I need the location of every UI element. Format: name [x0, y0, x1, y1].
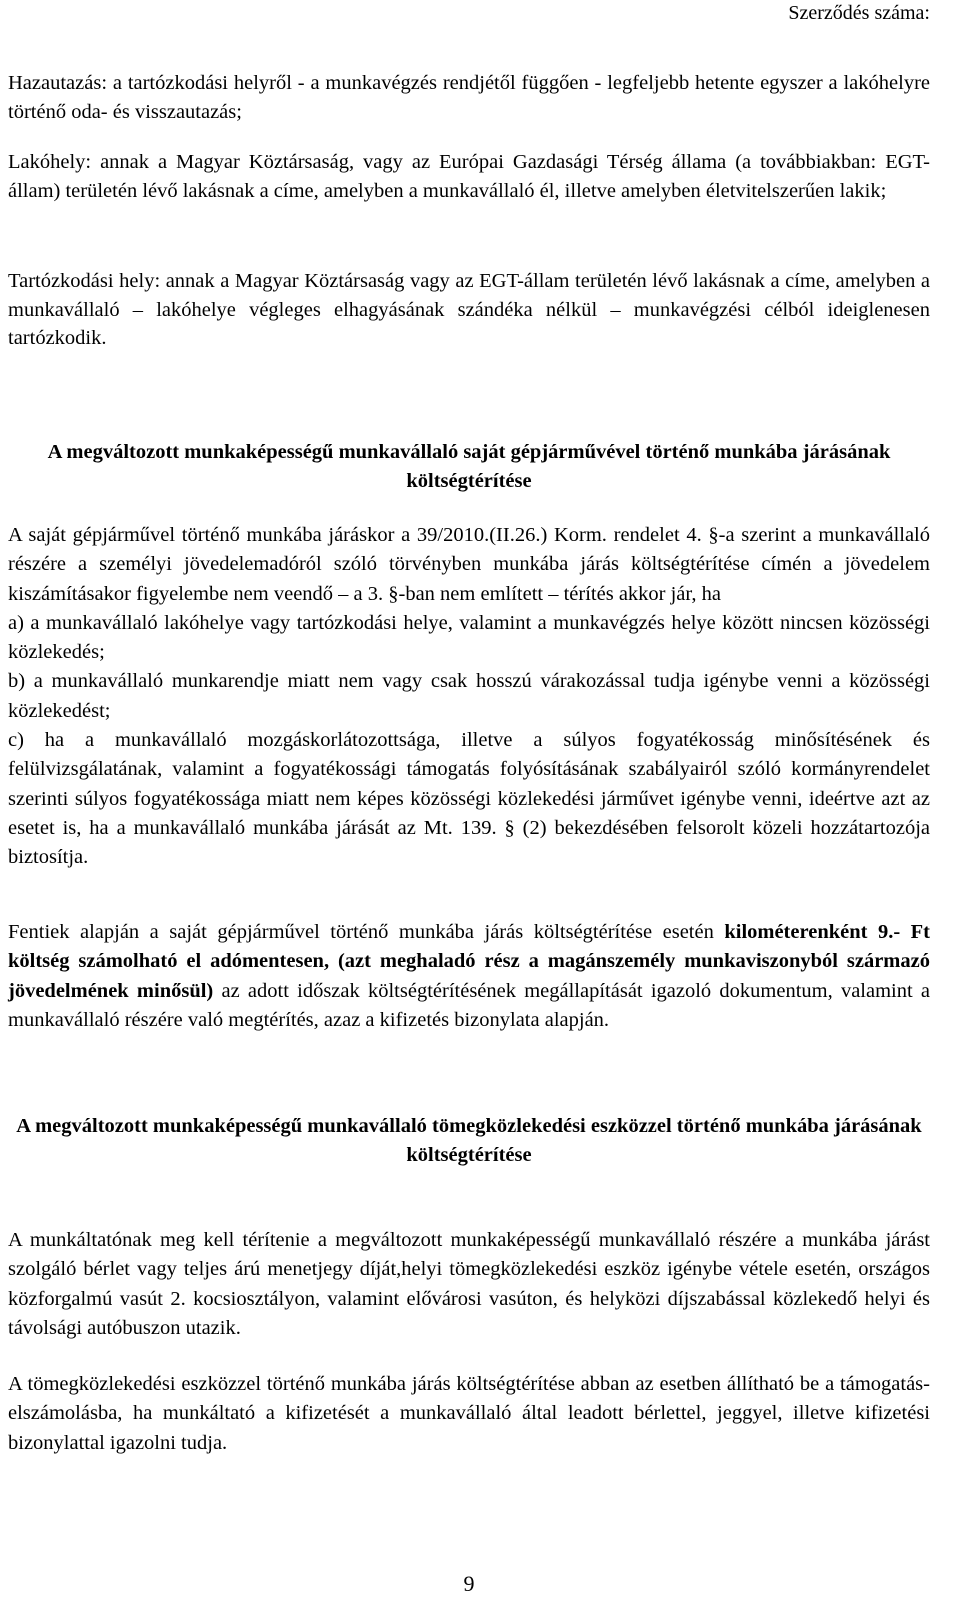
definition-tartozkodasi-hely: Tartózkodási hely: annak a Magyar Köztársaság vagy az EGT-állam területén lévő lakásnak a címe, amelyben a munkavállaló – lakóhelye végleges elhagyásának szándéka nélkül – munkavégzési célból ideiglenesen tartózkodik.: [8, 270, 930, 350]
definition-lakohely: Lakóhely: annak a Magyar Köztársaság, vagy az Európai Gazdasági Térség állama (a továbbiakban: EGT-állam) területén lévő lakásnak a címe, amelyben a munkavállaló él, illetve amelyben életvitelszerűen lakik;: [8, 151, 930, 202]
fee-text-post: az adott időszak költségtérítésének megállapítását igazoló dokumentum, valamint a munkavállaló részére való megtérítés, azaz a kifizetés bizonylata alapján.: [8, 979, 931, 1031]
definition-hazautazas: Hazautazás: a tartózkodási helyről - a munkavégzés rendjétől függően - legfeljebb hetente egyszer a lakóhelyre történő oda- és visszautazás;: [8, 72, 930, 123]
fee-text-bold: kilométerenként 9.- Ft költség számolható el adómentesen, (azt meghaladó rész a magánszemély munkaviszonyból származó jövedelmének minősül): [8, 921, 930, 1002]
page-number: 9: [463, 1571, 475, 1596]
section1-intro: A saját gépjárművel történő munkába járáskor a 39/2010.(II.26.) Korm. rendelet 4. §-a szerint a munkavállaló részére a személyi jövedelemadóról szóló törvényben munkába járás költségtérítése címén a jövedelem kiszámításakor figyelembe nem veendő – a 3. §-ban nem említett – térítés akkor jár, ha: [8, 524, 930, 605]
section1-heading: A megváltozott munkaképességű munkavállaló saját gépjárművével történő munkába járásának költségtérítése: [47, 441, 891, 492]
section1-item-c: c) ha a munkavállaló mozgáskorlátozottsága, illetve a súlyos fogyatékosság minősítésének és felülvizsgálatának, valamint a fogyatékossági támogatás folyósításának szabályairól szóló kormányrendelet szerinti súlyos fogyatékossága miatt nem képes közösségi közlekedési járművet igénybe venni, ideértve azt az esetet is, ha a munkavállaló munkába járását az Mt. 139. § (2) bekezdésében felsorolt közeli hozzátartozója biztosítja.: [8, 729, 930, 869]
section2-para2-wrap: [8, 1370, 930, 1458]
section1-item-a: a) a munkavállaló lakóhelye vagy tartózkodási helye, valamint a munkavégzés helye között nincsen közösségi közlekedés;: [8, 611, 930, 664]
section2-para2: A tömegközlekedési eszközzel történő munkába járás költségtérítése abban az esetben állítható be a támogatás-elszámolásba, ha munkáltató a kifizetését a munkavállaló által leadott bérlettel, jeggyel, illetve kifizetési bizonylattal igazolni tudja.: [8, 1373, 930, 1454]
section2-para1-wrap: [8, 1226, 930, 1343]
section2-para1: A munkáltatónak meg kell térítenie a megváltozott munkaképességű munkavállaló részére a munkába járást szolgáló bérlet vagy teljes árú menetjegy díját,helyi tömegközlekedési eszköz igénybe vétele esetén, országos közforgalmú vasút 2. kocsiosztályon, valamint elővárosi vasúton, és helyközi díjszabással közlekedő helyi és távolsági autóbuszon utazik.: [8, 1229, 930, 1339]
section2-heading: A megváltozott munkaképességű munkavállaló tömegközlekedési eszközzel történő munkába járásának költségtérítése: [16, 1115, 922, 1166]
contract-number-label: Szerződés száma:: [788, 2, 930, 24]
fee-text-pre: Fentiek alapján a saját gépjárművel történő munkába járás költségtérítése esetén: [8, 921, 725, 943]
section1-item-b: b) a munkavállaló munkarendje miatt nem vagy csak hosszú várakozással tudja igénybe venni a közösségi közlekedést;: [8, 670, 930, 722]
section1-body: [8, 521, 930, 873]
fee-paragraph: [8, 918, 930, 1035]
